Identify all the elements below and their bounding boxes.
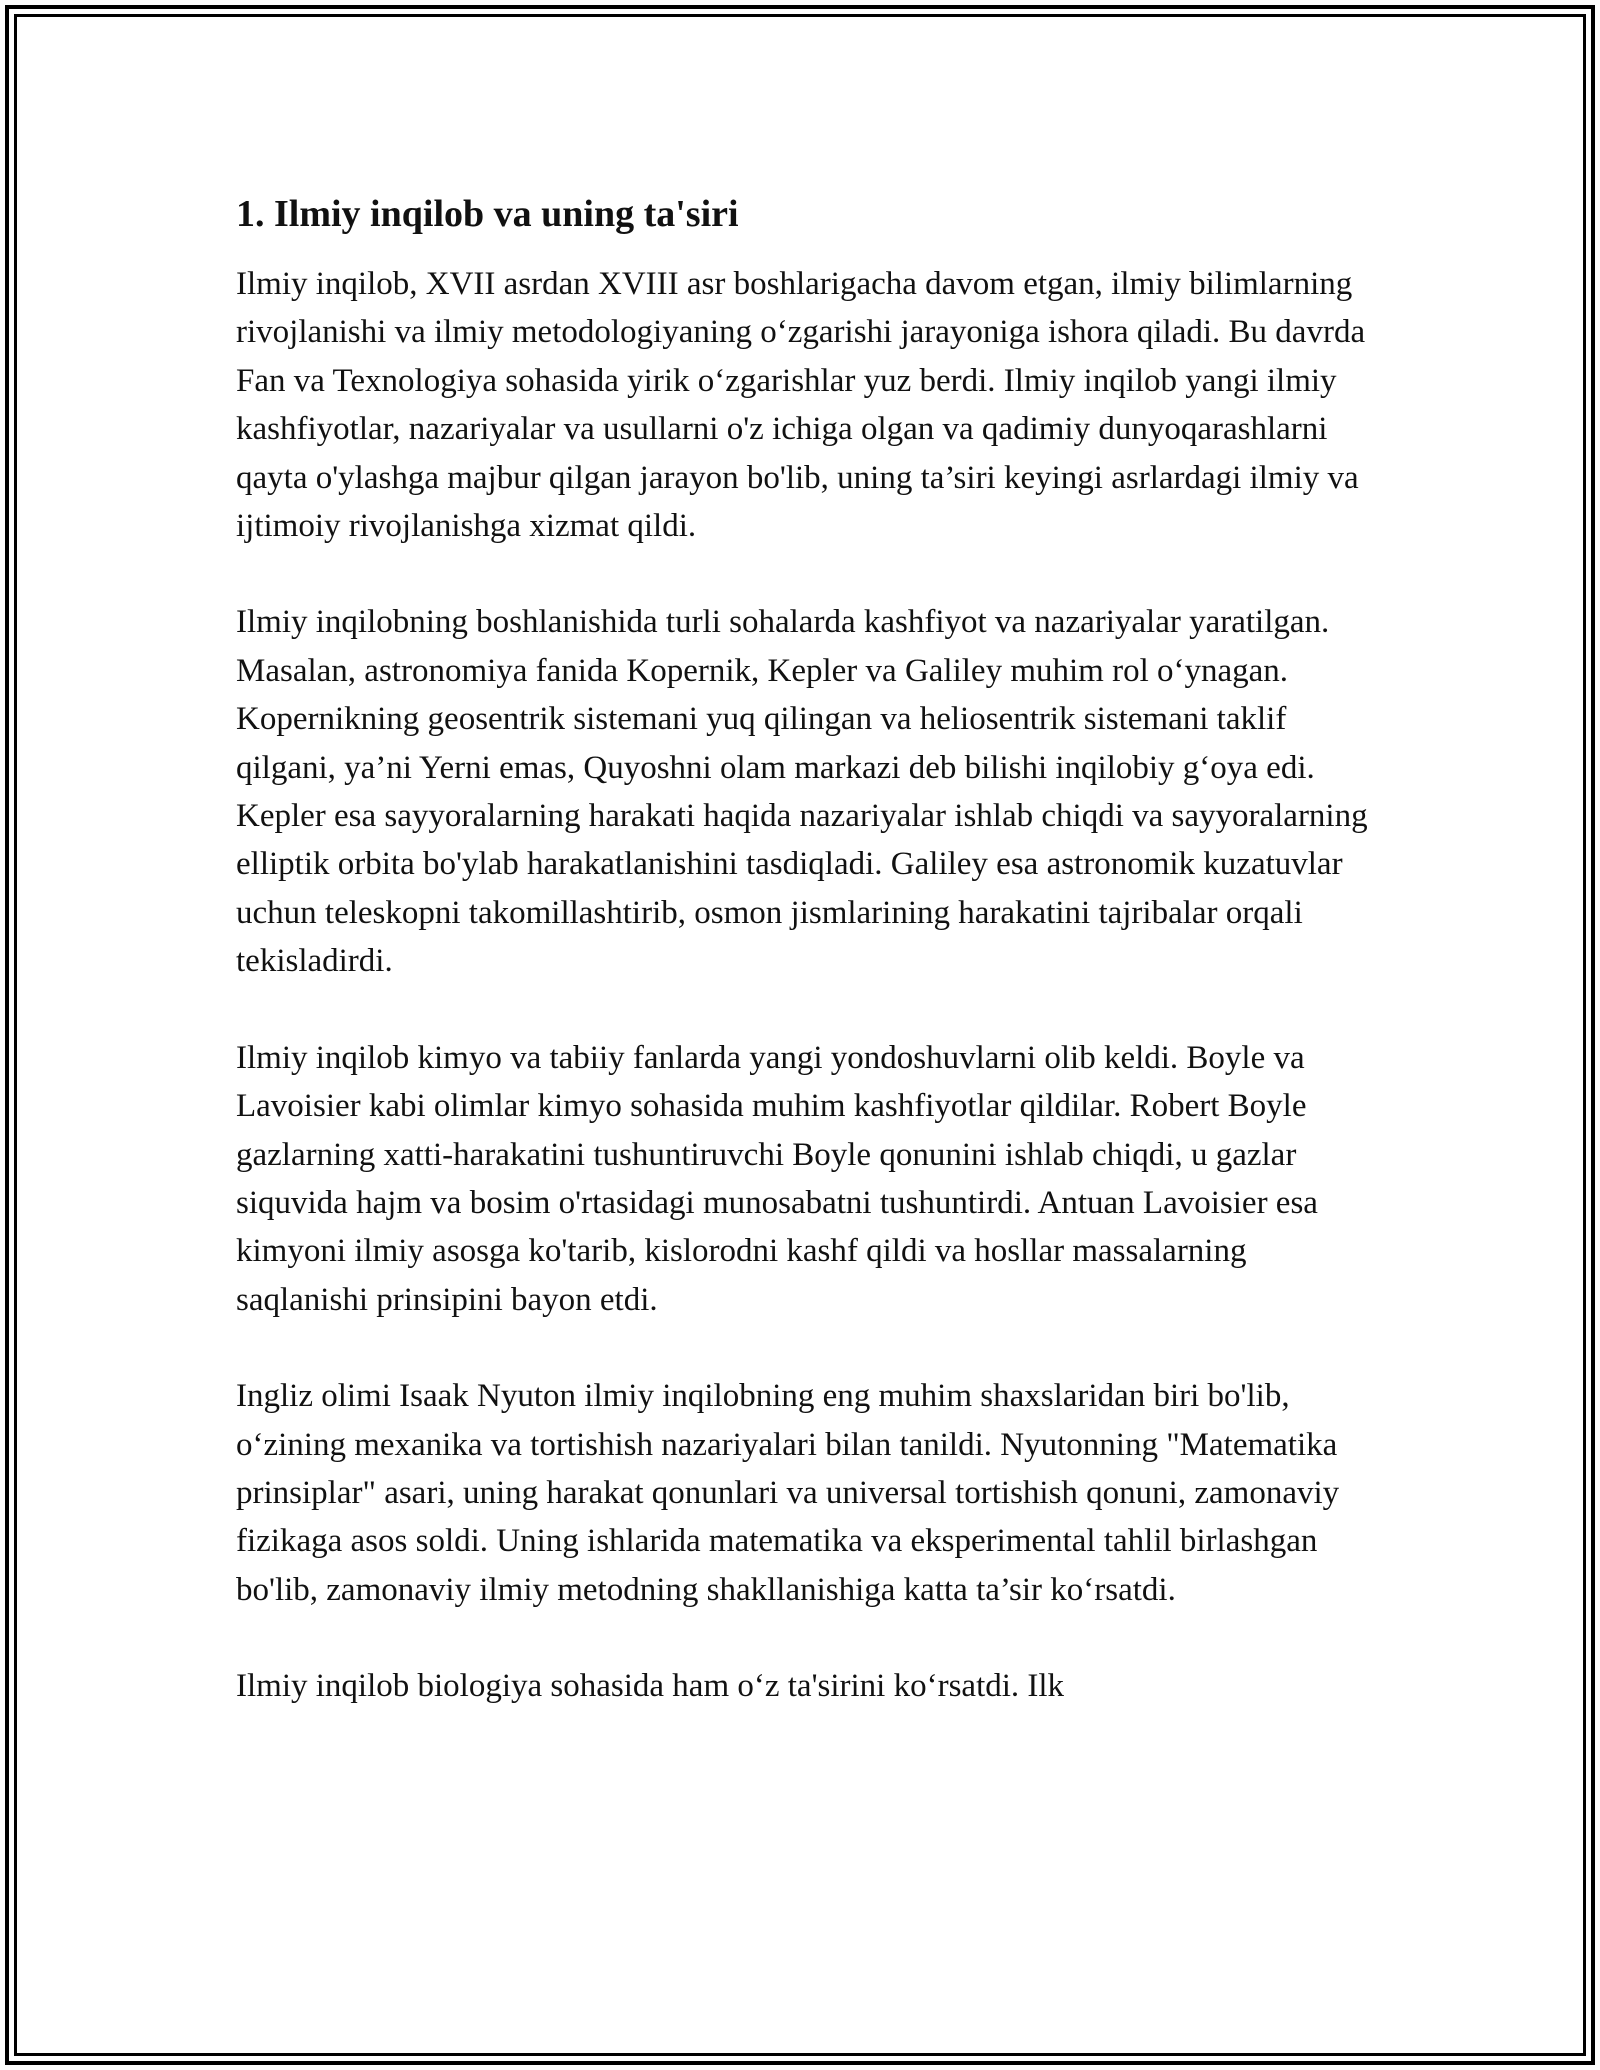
paragraph-astronomy: Ilmiy inqilobning boshlanishida turli sohalarda kashfiyot va nazariyalar yaratilgan. Masalan, astronomiya fanida Kopernik, Kepler va Galiley muhim rol o‘ynagan. Kopernikning geosentrik sistemani yuq qilingan va heliosentrik sistemani taklif qilgani, ya’ni Yerni emas, Quyoshni olam markazi deb bilishi inqilobiy g‘oya edi. Kepler esa sayyoralarning harakati haqida nazariyalar ishlab chiqdi va sayyoralarning elliptik orbita bo'ylab harakatlanishini tasdiqladi. Galiley esa astronomik kuzatuvlar uchun teleskopni takomillashtirib, osmon jismlarining harakatini tajribalar orqali tekisladirdi. — [236, 604, 1368, 980]
paragraph-intro: Ilmiy inqilob, XVII asrdan XVIII asr boshlarigacha davom etgan, ilmiy bilimlarning rivojlanishi va ilmiy metodologiyaning o‘zgarishi jarayoniga ishora qiladi. Bu davrda Fan va Texnologiya sohasida yirik o‘zgarishlar yuz berdi. Ilmiy inqilob yangi ilmiy kashfiyotlar, nazariyalar va usullarni o'z ichiga olgan va qadimiy dunyoqarashlarni qayta o'ylashga majbur qilgan jarayon bo'lib, uning ta’siri keyingi asrlardagi ilmiy va ijtimoiy rivojlanishga xizmat qildi. — [236, 266, 1366, 545]
paragraph-chemistry: Ilmiy inqilob kimyo va tabiiy fanlarda yangi yondoshuvlarni olib keldi. Boyle va Lavoisier kabi olimlar kimyo sohasida muhim kashfiyotlar qildilar. Robert Boyle gazlarning xatti-harakatini tushuntiruvchi Boyle qonunini ishlab chiqdi, u gazlar siquvida hajm va bosim o'rtasidagi munosabatni tushuntirdi. Antuan Lavoisier esa kimyoni ilmiy asosga ko'tarib, kislorodni kashf qildi va hosllar massalarning saqlanishi prinsipini bayon etdi. — [236, 1039, 1318, 1318]
section-heading: 1. Ilmiy inqilob va uning ta'siri — [236, 193, 739, 235]
document-body — [236, 188, 1376, 1759]
paragraph-biology: Ilmiy inqilob biologiya sohasida ham o‘z ta'sirini ko‘rsatdi. Ilk — [236, 1668, 1065, 1705]
paragraph-newton: Ingliz olimi Isaak Nyuton ilmiy inqilobning eng muhim shaxslaridan biri bo'lib, o‘zining mexanika va tortishish nazariyalari bilan tanildi. Nyutonning "Matematika prinsiplar" asari, uning harakat qonunlari va universal tortishish qonuni, zamonaviy fizikaga asos soldi. Uning ishlarida matematika va eksperimental tahlil birlashgan bo'lib, zamonaviy ilmiy metodning shakllanishiga katta ta’sir ko‘rsatdi. — [236, 1378, 1340, 1608]
